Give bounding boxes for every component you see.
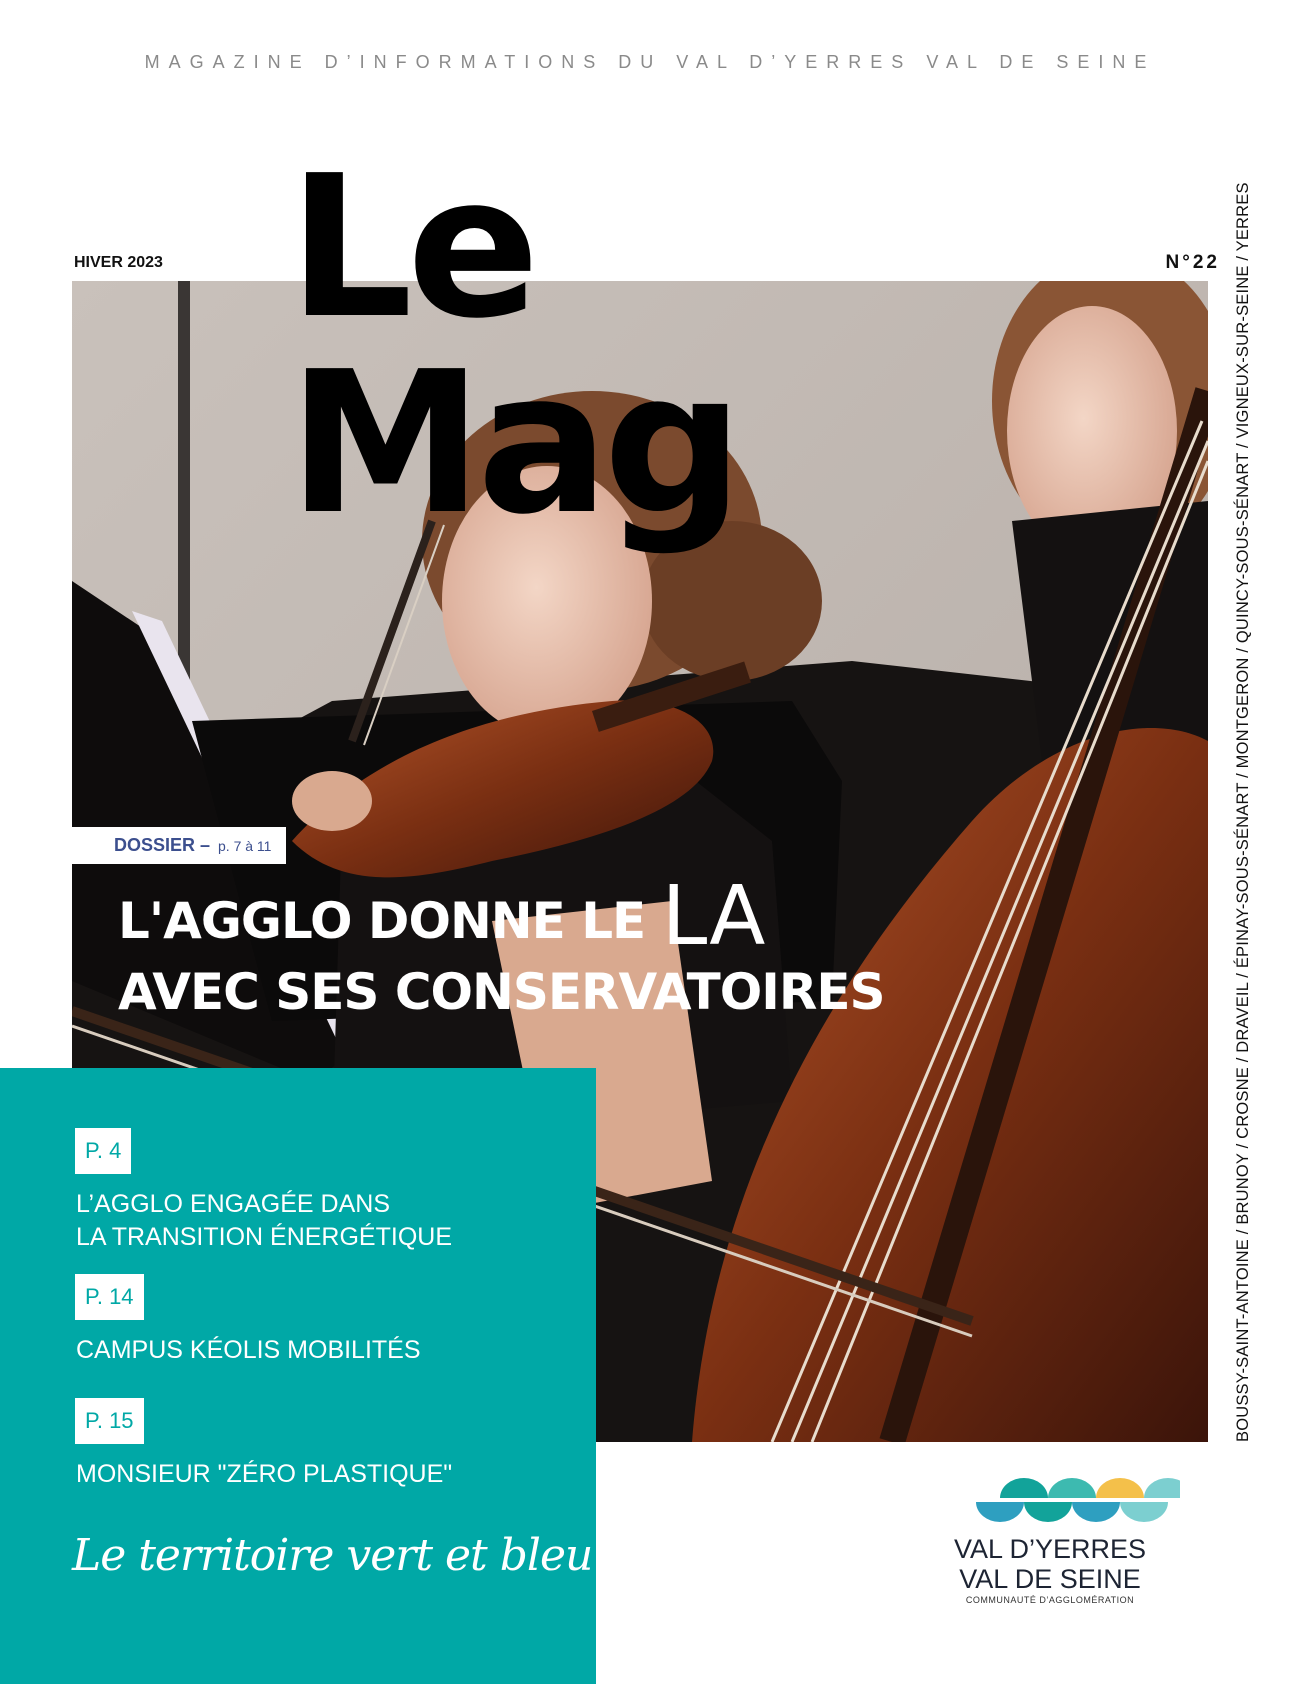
headline-text-1: L'AGGLO DONNE LE <box>118 892 662 950</box>
logo-waves-icon <box>940 1478 1180 1528</box>
headline-emphasis: LA <box>661 869 766 964</box>
agglo-logo <box>940 1478 1180 1608</box>
slogan: Le territoire vert et bleu <box>72 1530 593 1581</box>
logo-wave-7 <box>1072 1502 1120 1522</box>
dossier-label: DOSSIER – <box>114 835 211 855</box>
logo-wave-6 <box>1024 1502 1072 1522</box>
magazine-title: Le Mag <box>288 134 738 558</box>
logo-wave-2 <box>1048 1478 1096 1498</box>
teaser-3-page: P. 15 <box>75 1398 144 1444</box>
logo-wave-4 <box>1144 1478 1180 1498</box>
logo-name <box>940 1534 1160 1594</box>
teaser-2-page: P. 14 <box>75 1274 144 1320</box>
logo-wave-1 <box>1000 1478 1048 1498</box>
issue-date: HIVER 2023 <box>74 254 163 271</box>
logo-wave-8 <box>1120 1502 1168 1522</box>
issue-number: N°22 <box>1165 252 1220 273</box>
logo-line-2: VAL DE SEINE <box>959 1564 1141 1594</box>
teaser-1-page: P. 4 <box>75 1128 131 1174</box>
logo-wave-5 <box>976 1502 1024 1522</box>
logo-line-1: VAL D’YERRES <box>953 1534 1147 1564</box>
teaser-panel <box>0 1068 596 1684</box>
teaser-2-text: CAMPUS KÉOLIS MOBILITÉS <box>76 1336 421 1364</box>
communes-list: BOUSSY-SAINT-ANTOINE / BRUNOY / CROSNE / DRAVEIL / ÉPINAY-SOUS-SÉNART / MONTGERON / QUINCY-SOUS-SÉNART / VIGNEUX-SUR-SEINE / YERRES <box>1234 182 1252 1442</box>
headline-line-1 <box>118 870 885 964</box>
cover-headline <box>118 870 885 1022</box>
teaser-3-text: MONSIEUR "ZÉRO PLASTIQUE" <box>76 1460 453 1488</box>
teaser-1-line-1: L’AGGLO ENGAGÉE DANS <box>76 1190 390 1218</box>
headline-line-2: AVEC SES CONSERVATOIRES <box>118 963 885 1022</box>
logo-wave-3 <box>1096 1478 1144 1498</box>
dossier-pages: p. 7 à 11 <box>218 838 272 854</box>
teaser-1-text <box>76 1188 452 1254</box>
teaser-1-line-2: LA TRANSITION ÉNERGÉTIQUE <box>76 1223 453 1251</box>
magazine-tagline: MAGAZINE D’INFORMATIONS DU VAL D’YERRES VAL DE SEINE <box>144 52 1156 72</box>
dossier-tab <box>72 827 286 864</box>
logo-subtitle: COMMUNAUTÉ D’AGGLOMÉRATION <box>965 1595 1135 1605</box>
